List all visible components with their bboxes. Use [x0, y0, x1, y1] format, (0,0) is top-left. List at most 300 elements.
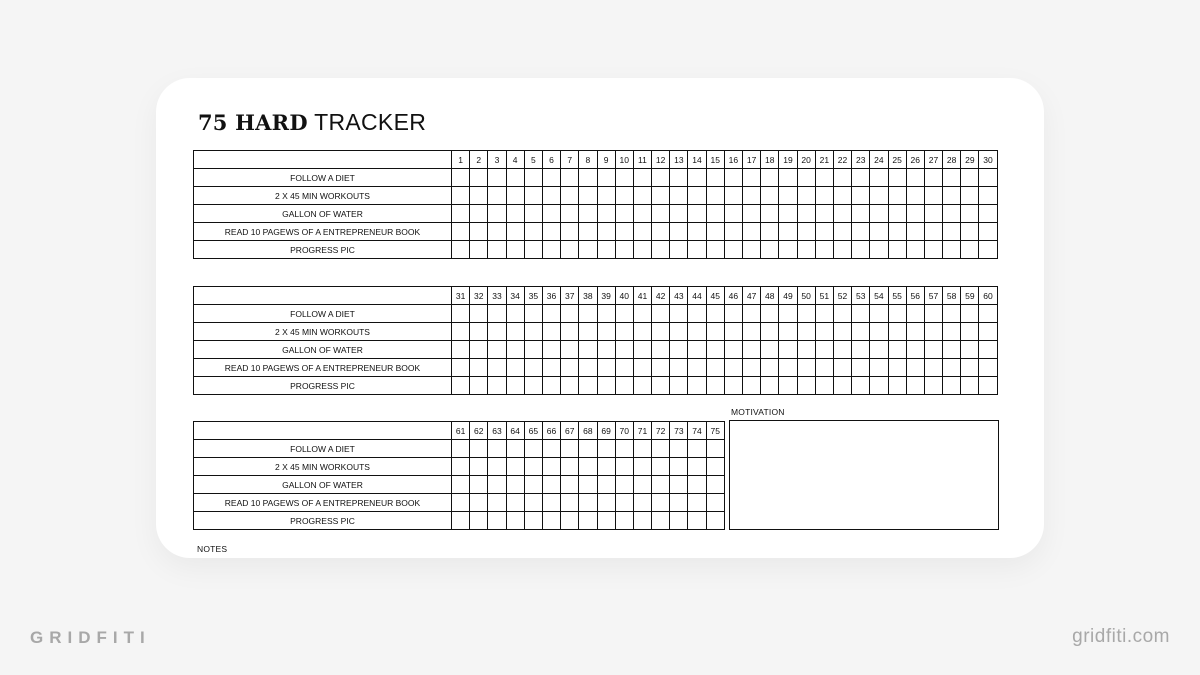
- checkbox-cell[interactable]: [597, 223, 615, 241]
- checkbox-cell[interactable]: [452, 169, 470, 187]
- checkbox-cell[interactable]: [743, 169, 761, 187]
- checkbox-cell[interactable]: [761, 341, 779, 359]
- checkbox-cell[interactable]: [870, 341, 888, 359]
- checkbox-cell[interactable]: [688, 169, 706, 187]
- checkbox-cell[interactable]: [524, 377, 542, 395]
- checkbox-cell[interactable]: [706, 476, 724, 494]
- checkbox-cell[interactable]: [815, 323, 833, 341]
- checkbox-cell[interactable]: [488, 377, 506, 395]
- checkbox-cell[interactable]: [524, 323, 542, 341]
- checkbox-cell[interactable]: [561, 476, 579, 494]
- checkbox-cell[interactable]: [688, 512, 706, 530]
- checkbox-cell[interactable]: [961, 323, 979, 341]
- checkbox-cell[interactable]: [979, 305, 997, 323]
- checkbox-cell[interactable]: [852, 305, 870, 323]
- checkbox-cell[interactable]: [579, 169, 597, 187]
- checkbox-cell[interactable]: [797, 323, 815, 341]
- checkbox-cell[interactable]: [506, 187, 524, 205]
- checkbox-cell[interactable]: [542, 305, 560, 323]
- checkbox-cell[interactable]: [706, 223, 724, 241]
- checkbox-cell[interactable]: [815, 241, 833, 259]
- checkbox-cell[interactable]: [724, 169, 742, 187]
- checkbox-cell[interactable]: [779, 377, 797, 395]
- checkbox-cell[interactable]: [615, 359, 633, 377]
- checkbox-cell[interactable]: [452, 223, 470, 241]
- checkbox-cell[interactable]: [888, 305, 906, 323]
- checkbox-cell[interactable]: [779, 187, 797, 205]
- checkbox-cell[interactable]: [870, 187, 888, 205]
- checkbox-cell[interactable]: [579, 440, 597, 458]
- checkbox-cell[interactable]: [452, 205, 470, 223]
- checkbox-cell[interactable]: [652, 512, 670, 530]
- checkbox-cell[interactable]: [615, 223, 633, 241]
- checkbox-cell[interactable]: [615, 377, 633, 395]
- checkbox-cell[interactable]: [979, 377, 997, 395]
- checkbox-cell[interactable]: [488, 223, 506, 241]
- checkbox-cell[interactable]: [743, 187, 761, 205]
- checkbox-cell[interactable]: [506, 341, 524, 359]
- checkbox-cell[interactable]: [506, 223, 524, 241]
- checkbox-cell[interactable]: [688, 241, 706, 259]
- checkbox-cell[interactable]: [561, 494, 579, 512]
- checkbox-cell[interactable]: [488, 169, 506, 187]
- checkbox-cell[interactable]: [633, 205, 651, 223]
- checkbox-cell[interactable]: [597, 241, 615, 259]
- checkbox-cell[interactable]: [488, 458, 506, 476]
- checkbox-cell[interactable]: [470, 205, 488, 223]
- checkbox-cell[interactable]: [833, 169, 851, 187]
- checkbox-cell[interactable]: [924, 305, 942, 323]
- checkbox-cell[interactable]: [506, 512, 524, 530]
- checkbox-cell[interactable]: [706, 359, 724, 377]
- checkbox-cell[interactable]: [779, 241, 797, 259]
- checkbox-cell[interactable]: [615, 169, 633, 187]
- checkbox-cell[interactable]: [633, 241, 651, 259]
- checkbox-cell[interactable]: [506, 241, 524, 259]
- checkbox-cell[interactable]: [470, 476, 488, 494]
- checkbox-cell[interactable]: [924, 169, 942, 187]
- checkbox-cell[interactable]: [815, 359, 833, 377]
- checkbox-cell[interactable]: [597, 187, 615, 205]
- checkbox-cell[interactable]: [979, 341, 997, 359]
- checkbox-cell[interactable]: [724, 241, 742, 259]
- checkbox-cell[interactable]: [870, 169, 888, 187]
- checkbox-cell[interactable]: [470, 223, 488, 241]
- checkbox-cell[interactable]: [506, 169, 524, 187]
- checkbox-cell[interactable]: [470, 341, 488, 359]
- checkbox-cell[interactable]: [779, 305, 797, 323]
- checkbox-cell[interactable]: [743, 341, 761, 359]
- checkbox-cell[interactable]: [979, 241, 997, 259]
- checkbox-cell[interactable]: [452, 305, 470, 323]
- checkbox-cell[interactable]: [542, 169, 560, 187]
- checkbox-cell[interactable]: [870, 241, 888, 259]
- checkbox-cell[interactable]: [688, 494, 706, 512]
- checkbox-cell[interactable]: [452, 241, 470, 259]
- checkbox-cell[interactable]: [561, 512, 579, 530]
- checkbox-cell[interactable]: [579, 476, 597, 494]
- checkbox-cell[interactable]: [706, 241, 724, 259]
- checkbox-cell[interactable]: [670, 305, 688, 323]
- checkbox-cell[interactable]: [579, 305, 597, 323]
- checkbox-cell[interactable]: [506, 476, 524, 494]
- checkbox-cell[interactable]: [452, 476, 470, 494]
- checkbox-cell[interactable]: [488, 323, 506, 341]
- checkbox-cell[interactable]: [615, 205, 633, 223]
- checkbox-cell[interactable]: [852, 187, 870, 205]
- checkbox-cell[interactable]: [961, 187, 979, 205]
- checkbox-cell[interactable]: [579, 458, 597, 476]
- checkbox-cell[interactable]: [888, 223, 906, 241]
- checkbox-cell[interactable]: [870, 377, 888, 395]
- checkbox-cell[interactable]: [652, 223, 670, 241]
- checkbox-cell[interactable]: [579, 187, 597, 205]
- checkbox-cell[interactable]: [488, 187, 506, 205]
- checkbox-cell[interactable]: [888, 241, 906, 259]
- checkbox-cell[interactable]: [561, 169, 579, 187]
- checkbox-cell[interactable]: [815, 169, 833, 187]
- checkbox-cell[interactable]: [688, 205, 706, 223]
- checkbox-cell[interactable]: [797, 169, 815, 187]
- checkbox-cell[interactable]: [797, 205, 815, 223]
- checkbox-cell[interactable]: [470, 377, 488, 395]
- checkbox-cell[interactable]: [888, 359, 906, 377]
- checkbox-cell[interactable]: [488, 305, 506, 323]
- checkbox-cell[interactable]: [761, 241, 779, 259]
- checkbox-cell[interactable]: [688, 359, 706, 377]
- checkbox-cell[interactable]: [597, 458, 615, 476]
- checkbox-cell[interactable]: [488, 359, 506, 377]
- checkbox-cell[interactable]: [542, 205, 560, 223]
- checkbox-cell[interactable]: [524, 458, 542, 476]
- checkbox-cell[interactable]: [888, 377, 906, 395]
- checkbox-cell[interactable]: [561, 205, 579, 223]
- checkbox-cell[interactable]: [833, 359, 851, 377]
- checkbox-cell[interactable]: [561, 440, 579, 458]
- checkbox-cell[interactable]: [724, 205, 742, 223]
- checkbox-cell[interactable]: [670, 512, 688, 530]
- checkbox-cell[interactable]: [652, 476, 670, 494]
- checkbox-cell[interactable]: [488, 440, 506, 458]
- checkbox-cell[interactable]: [524, 440, 542, 458]
- checkbox-cell[interactable]: [470, 169, 488, 187]
- checkbox-cell[interactable]: [561, 341, 579, 359]
- checkbox-cell[interactable]: [488, 341, 506, 359]
- checkbox-cell[interactable]: [815, 205, 833, 223]
- checkbox-cell[interactable]: [743, 205, 761, 223]
- checkbox-cell[interactable]: [488, 494, 506, 512]
- checkbox-cell[interactable]: [688, 458, 706, 476]
- checkbox-cell[interactable]: [961, 223, 979, 241]
- checkbox-cell[interactable]: [979, 223, 997, 241]
- checkbox-cell[interactable]: [506, 323, 524, 341]
- checkbox-cell[interactable]: [797, 241, 815, 259]
- motivation-box[interactable]: [729, 420, 999, 530]
- checkbox-cell[interactable]: [852, 359, 870, 377]
- checkbox-cell[interactable]: [524, 341, 542, 359]
- checkbox-cell[interactable]: [706, 205, 724, 223]
- checkbox-cell[interactable]: [688, 440, 706, 458]
- checkbox-cell[interactable]: [724, 341, 742, 359]
- checkbox-cell[interactable]: [906, 305, 924, 323]
- checkbox-cell[interactable]: [579, 359, 597, 377]
- checkbox-cell[interactable]: [961, 377, 979, 395]
- checkbox-cell[interactable]: [924, 187, 942, 205]
- checkbox-cell[interactable]: [906, 241, 924, 259]
- checkbox-cell[interactable]: [743, 223, 761, 241]
- checkbox-cell[interactable]: [761, 169, 779, 187]
- checkbox-cell[interactable]: [979, 169, 997, 187]
- checkbox-cell[interactable]: [761, 223, 779, 241]
- checkbox-cell[interactable]: [524, 241, 542, 259]
- checkbox-cell[interactable]: [797, 377, 815, 395]
- checkbox-cell[interactable]: [452, 512, 470, 530]
- checkbox-cell[interactable]: [852, 205, 870, 223]
- checkbox-cell[interactable]: [524, 476, 542, 494]
- checkbox-cell[interactable]: [833, 223, 851, 241]
- checkbox-cell[interactable]: [924, 241, 942, 259]
- checkbox-cell[interactable]: [761, 323, 779, 341]
- checkbox-cell[interactable]: [833, 187, 851, 205]
- checkbox-cell[interactable]: [488, 205, 506, 223]
- checkbox-cell[interactable]: [688, 187, 706, 205]
- checkbox-cell[interactable]: [870, 205, 888, 223]
- checkbox-cell[interactable]: [943, 169, 961, 187]
- checkbox-cell[interactable]: [488, 241, 506, 259]
- checkbox-cell[interactable]: [688, 341, 706, 359]
- checkbox-cell[interactable]: [706, 169, 724, 187]
- checkbox-cell[interactable]: [906, 205, 924, 223]
- checkbox-cell[interactable]: [561, 223, 579, 241]
- checkbox-cell[interactable]: [542, 359, 560, 377]
- checkbox-cell[interactable]: [833, 323, 851, 341]
- checkbox-cell[interactable]: [688, 223, 706, 241]
- checkbox-cell[interactable]: [743, 377, 761, 395]
- checkbox-cell[interactable]: [561, 305, 579, 323]
- checkbox-cell[interactable]: [815, 223, 833, 241]
- checkbox-cell[interactable]: [943, 223, 961, 241]
- checkbox-cell[interactable]: [906, 377, 924, 395]
- checkbox-cell[interactable]: [506, 440, 524, 458]
- checkbox-cell[interactable]: [906, 223, 924, 241]
- checkbox-cell[interactable]: [615, 323, 633, 341]
- checkbox-cell[interactable]: [633, 187, 651, 205]
- checkbox-cell[interactable]: [979, 359, 997, 377]
- checkbox-cell[interactable]: [706, 440, 724, 458]
- checkbox-cell[interactable]: [706, 377, 724, 395]
- checkbox-cell[interactable]: [470, 512, 488, 530]
- checkbox-cell[interactable]: [652, 187, 670, 205]
- checkbox-cell[interactable]: [615, 458, 633, 476]
- checkbox-cell[interactable]: [924, 205, 942, 223]
- checkbox-cell[interactable]: [670, 359, 688, 377]
- checkbox-cell[interactable]: [943, 341, 961, 359]
- checkbox-cell[interactable]: [615, 241, 633, 259]
- checkbox-cell[interactable]: [888, 341, 906, 359]
- checkbox-cell[interactable]: [961, 359, 979, 377]
- checkbox-cell[interactable]: [906, 169, 924, 187]
- checkbox-cell[interactable]: [670, 187, 688, 205]
- checkbox-cell[interactable]: [706, 494, 724, 512]
- checkbox-cell[interactable]: [452, 458, 470, 476]
- checkbox-cell[interactable]: [542, 512, 560, 530]
- checkbox-cell[interactable]: [743, 359, 761, 377]
- checkbox-cell[interactable]: [724, 359, 742, 377]
- checkbox-cell[interactable]: [724, 305, 742, 323]
- checkbox-cell[interactable]: [524, 223, 542, 241]
- checkbox-cell[interactable]: [561, 359, 579, 377]
- checkbox-cell[interactable]: [870, 223, 888, 241]
- checkbox-cell[interactable]: [906, 359, 924, 377]
- checkbox-cell[interactable]: [943, 187, 961, 205]
- checkbox-cell[interactable]: [870, 305, 888, 323]
- checkbox-cell[interactable]: [633, 341, 651, 359]
- checkbox-cell[interactable]: [979, 323, 997, 341]
- checkbox-cell[interactable]: [652, 305, 670, 323]
- checkbox-cell[interactable]: [670, 205, 688, 223]
- checkbox-cell[interactable]: [670, 476, 688, 494]
- checkbox-cell[interactable]: [852, 169, 870, 187]
- checkbox-cell[interactable]: [943, 241, 961, 259]
- checkbox-cell[interactable]: [470, 241, 488, 259]
- checkbox-cell[interactable]: [452, 187, 470, 205]
- checkbox-cell[interactable]: [579, 512, 597, 530]
- checkbox-cell[interactable]: [961, 305, 979, 323]
- checkbox-cell[interactable]: [743, 323, 761, 341]
- checkbox-cell[interactable]: [615, 187, 633, 205]
- checkbox-cell[interactable]: [488, 512, 506, 530]
- checkbox-cell[interactable]: [815, 187, 833, 205]
- checkbox-cell[interactable]: [652, 359, 670, 377]
- checkbox-cell[interactable]: [615, 341, 633, 359]
- checkbox-cell[interactable]: [724, 323, 742, 341]
- checkbox-cell[interactable]: [597, 476, 615, 494]
- checkbox-cell[interactable]: [470, 323, 488, 341]
- checkbox-cell[interactable]: [470, 187, 488, 205]
- checkbox-cell[interactable]: [779, 323, 797, 341]
- checkbox-cell[interactable]: [452, 359, 470, 377]
- checkbox-cell[interactable]: [561, 241, 579, 259]
- checkbox-cell[interactable]: [633, 476, 651, 494]
- checkbox-cell[interactable]: [779, 169, 797, 187]
- checkbox-cell[interactable]: [906, 323, 924, 341]
- checkbox-cell[interactable]: [470, 458, 488, 476]
- checkbox-cell[interactable]: [833, 377, 851, 395]
- checkbox-cell[interactable]: [688, 305, 706, 323]
- checkbox-cell[interactable]: [797, 359, 815, 377]
- checkbox-cell[interactable]: [452, 323, 470, 341]
- checkbox-cell[interactable]: [888, 323, 906, 341]
- checkbox-cell[interactable]: [924, 341, 942, 359]
- checkbox-cell[interactable]: [652, 241, 670, 259]
- checkbox-cell[interactable]: [670, 458, 688, 476]
- checkbox-cell[interactable]: [470, 440, 488, 458]
- checkbox-cell[interactable]: [452, 341, 470, 359]
- checkbox-cell[interactable]: [506, 305, 524, 323]
- checkbox-cell[interactable]: [561, 458, 579, 476]
- checkbox-cell[interactable]: [597, 440, 615, 458]
- checkbox-cell[interactable]: [943, 359, 961, 377]
- checkbox-cell[interactable]: [542, 494, 560, 512]
- checkbox-cell[interactable]: [670, 169, 688, 187]
- checkbox-cell[interactable]: [506, 205, 524, 223]
- checkbox-cell[interactable]: [906, 187, 924, 205]
- checkbox-cell[interactable]: [924, 377, 942, 395]
- checkbox-cell[interactable]: [579, 223, 597, 241]
- checkbox-cell[interactable]: [906, 341, 924, 359]
- checkbox-cell[interactable]: [652, 458, 670, 476]
- checkbox-cell[interactable]: [852, 223, 870, 241]
- checkbox-cell[interactable]: [524, 359, 542, 377]
- checkbox-cell[interactable]: [579, 377, 597, 395]
- checkbox-cell[interactable]: [579, 205, 597, 223]
- checkbox-cell[interactable]: [506, 494, 524, 512]
- checkbox-cell[interactable]: [833, 341, 851, 359]
- checkbox-cell[interactable]: [779, 205, 797, 223]
- checkbox-cell[interactable]: [524, 169, 542, 187]
- checkbox-cell[interactable]: [470, 359, 488, 377]
- checkbox-cell[interactable]: [633, 223, 651, 241]
- checkbox-cell[interactable]: [542, 223, 560, 241]
- checkbox-cell[interactable]: [743, 241, 761, 259]
- checkbox-cell[interactable]: [670, 440, 688, 458]
- checkbox-cell[interactable]: [670, 223, 688, 241]
- checkbox-cell[interactable]: [852, 323, 870, 341]
- checkbox-cell[interactable]: [833, 241, 851, 259]
- checkbox-cell[interactable]: [761, 187, 779, 205]
- checkbox-cell[interactable]: [470, 305, 488, 323]
- checkbox-cell[interactable]: [706, 512, 724, 530]
- checkbox-cell[interactable]: [852, 377, 870, 395]
- checkbox-cell[interactable]: [597, 169, 615, 187]
- checkbox-cell[interactable]: [833, 205, 851, 223]
- checkbox-cell[interactable]: [579, 241, 597, 259]
- checkbox-cell[interactable]: [815, 341, 833, 359]
- checkbox-cell[interactable]: [470, 494, 488, 512]
- checkbox-cell[interactable]: [452, 377, 470, 395]
- checkbox-cell[interactable]: [597, 323, 615, 341]
- checkbox-cell[interactable]: [797, 341, 815, 359]
- checkbox-cell[interactable]: [542, 476, 560, 494]
- checkbox-cell[interactable]: [724, 187, 742, 205]
- checkbox-cell[interactable]: [561, 377, 579, 395]
- checkbox-cell[interactable]: [597, 341, 615, 359]
- checkbox-cell[interactable]: [561, 323, 579, 341]
- checkbox-cell[interactable]: [833, 305, 851, 323]
- checkbox-cell[interactable]: [724, 377, 742, 395]
- checkbox-cell[interactable]: [943, 323, 961, 341]
- checkbox-cell[interactable]: [779, 223, 797, 241]
- checkbox-cell[interactable]: [943, 377, 961, 395]
- checkbox-cell[interactable]: [706, 323, 724, 341]
- checkbox-cell[interactable]: [761, 359, 779, 377]
- checkbox-cell[interactable]: [779, 341, 797, 359]
- checkbox-cell[interactable]: [870, 359, 888, 377]
- checkbox-cell[interactable]: [652, 205, 670, 223]
- checkbox-cell[interactable]: [852, 241, 870, 259]
- checkbox-cell[interactable]: [524, 305, 542, 323]
- checkbox-cell[interactable]: [961, 169, 979, 187]
- checkbox-cell[interactable]: [652, 341, 670, 359]
- checkbox-cell[interactable]: [761, 377, 779, 395]
- checkbox-cell[interactable]: [724, 223, 742, 241]
- checkbox-cell[interactable]: [852, 341, 870, 359]
- checkbox-cell[interactable]: [597, 512, 615, 530]
- checkbox-cell[interactable]: [615, 494, 633, 512]
- checkbox-cell[interactable]: [652, 323, 670, 341]
- checkbox-cell[interactable]: [870, 323, 888, 341]
- checkbox-cell[interactable]: [797, 223, 815, 241]
